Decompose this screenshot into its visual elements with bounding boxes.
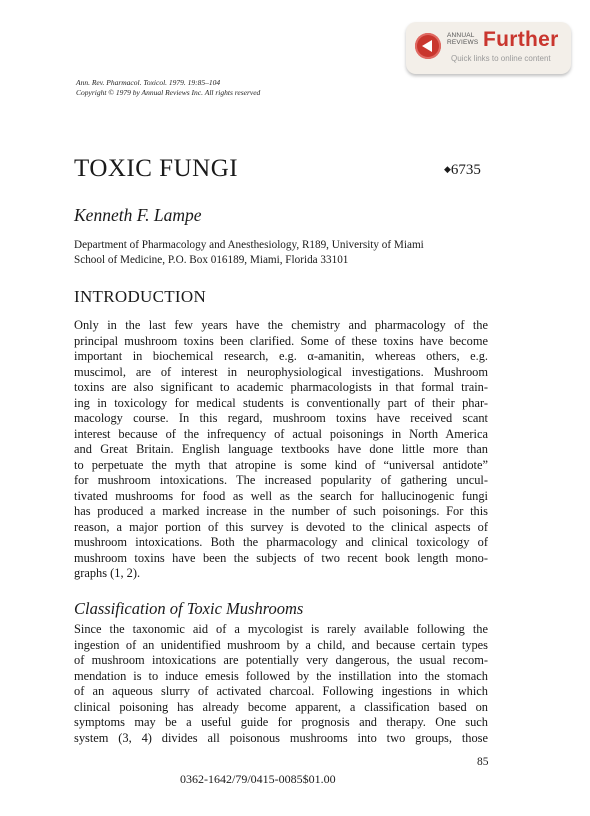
- text-line: reason, a major portion of this survey is devoted to the clinical aspects of: [74, 519, 488, 534]
- text-line: ingestion of an unidentified mushroom by a child, and because certain types: [74, 637, 488, 652]
- article-title: TOXIC FUNGI: [74, 155, 239, 182]
- classification-heading: Classification of Toxic Mushrooms: [74, 599, 304, 618]
- text-line: muscimol, are of interest in neurophysiological investigations. Mushroom: [74, 364, 488, 379]
- text-line: has produced a marked increase in the number of such poisonings. For this: [74, 504, 488, 518]
- article-number: [444, 162, 481, 179]
- introduction-paragraph: [74, 318, 488, 582]
- diamond-marker: ◆: [444, 164, 451, 174]
- citation-line: Ann. Rev. Pharmacol. Toxicol. 1979. 19:85–104: [76, 78, 221, 87]
- text-line: Only in the last few years have the chemistry and pharmacology of the: [74, 318, 488, 332]
- affiliation-line: Department of Pharmacology and Anesthesiology, R189, University of Miami: [74, 239, 424, 251]
- author-name: Kenneth F. Lampe: [74, 205, 202, 225]
- text-line: clinical poisoning has already become apparent, a classification based on: [74, 699, 488, 714]
- badge-reviews-label: REVIEWS: [447, 39, 479, 46]
- text-line: macology course. In this regard, mushroom toxins have received scant: [74, 411, 488, 425]
- text-line: of an aqueous slurry of activated charcoal. Following ingestions in which: [74, 684, 488, 698]
- play-back-icon: [415, 33, 441, 59]
- text-line: tivated mushrooms for food as well as the search for hallucinogenic fungi: [74, 488, 488, 503]
- text-line: important in biochemical research, e.g. α-amanitin, whereas others, e.g.: [74, 349, 488, 363]
- badge-subtitle: Quick links to online content: [451, 54, 551, 63]
- text-line: to perpetuate the myth that atropine is some kind of “universal antidote”: [74, 457, 488, 472]
- text-line: ing in toxicology for medical students is conventionally part of their phar-: [74, 395, 488, 410]
- badge-annual-label: ANNUAL: [447, 32, 475, 39]
- text-line: system (3, 4) divides all poisonous mushrooms into two groups, those: [74, 730, 488, 745]
- author-affiliation: [74, 238, 494, 268]
- footer-code: 0362-1642/79/0415-0085$01.00: [180, 772, 336, 786]
- text-line: for mushroom intoxications. The increased popularity of gathering uncul-: [74, 473, 488, 487]
- annual-reviews-further-badge[interactable]: [406, 22, 571, 74]
- text-line: graphs (1, 2).: [74, 566, 141, 580]
- text-line: mushroom intoxications. Both the pharmacology and clinical toxicology of: [74, 535, 488, 549]
- affiliation-line: School of Medicine, P.O. Box 016189, Miami, Florida 33101: [74, 254, 349, 266]
- classification-paragraph: [74, 622, 488, 746]
- text-line: and Great Britain. English language textbooks have done little more than: [74, 442, 488, 456]
- badge-further-label: Further: [483, 28, 559, 51]
- text-line: symptoms may be a useful guide for prognosis and therapy. One such: [74, 715, 488, 729]
- page-number: 85: [477, 756, 489, 768]
- text-line: interest because of the infrequency of actual poisonings in North America: [74, 426, 488, 441]
- citation-block: [76, 78, 260, 98]
- introduction-heading: INTRODUCTION: [74, 287, 207, 306]
- text-line: mendation is to induce emesis followed by the instillation into the stomach: [74, 668, 488, 683]
- text-line: mushroom toxins have been the subjects of two recent book length mono-: [74, 550, 488, 565]
- text-line: of mushroom intoxications are potentially very dangerous, the usual recom-: [74, 653, 488, 667]
- text-line: principal mushroom toxins been clarified. Some of these toxins have become: [74, 333, 488, 348]
- text-line: Since the taxonomic aid of a mycologist is rarely available following the: [74, 622, 488, 636]
- copyright-line: Copyright © 1979 by Annual Reviews Inc. All rights reserved: [76, 88, 261, 97]
- article-number-value: 6735: [450, 162, 481, 178]
- text-line: toxins are also significant to academic pharmacologists in that formal train-: [74, 380, 488, 394]
